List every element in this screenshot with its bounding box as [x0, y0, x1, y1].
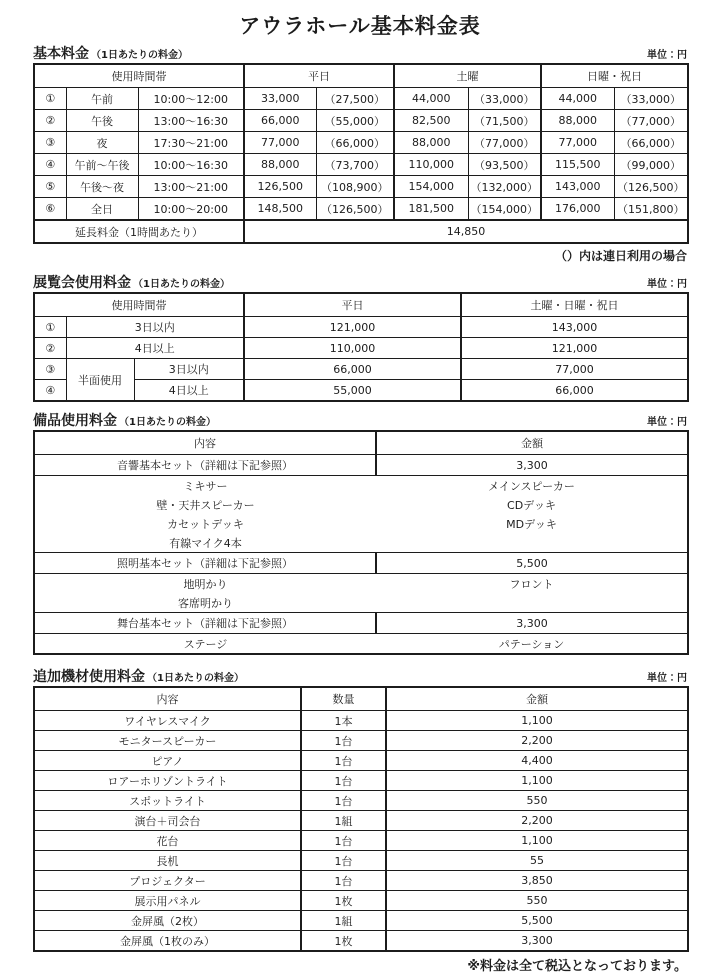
cell-weekday-price: 126,500	[244, 176, 316, 198]
cell-qty: 1組	[301, 911, 386, 931]
table-row	[34, 88, 688, 110]
table-row	[34, 132, 688, 154]
cell-price: 3,300	[386, 931, 688, 952]
table-header-row	[34, 687, 688, 711]
cell-price: 1,100	[386, 771, 688, 791]
equipment-section-note: （1日あたりの料金）	[119, 417, 216, 428]
table-row	[34, 851, 688, 871]
unit-label: 単位：円	[647, 673, 687, 684]
cell-sunday-price: 88,000	[541, 110, 614, 132]
cell-detail-right: フロント	[509, 577, 554, 591]
cell-price: 2,200	[386, 731, 688, 751]
cell-weekday-consecutive: （55,000）	[316, 110, 394, 132]
table-header-row	[34, 293, 688, 317]
cell-item: ワイヤレスマイク	[34, 711, 301, 731]
header-item: 内容	[34, 431, 376, 455]
cell-weekday-price: 33,000	[244, 88, 316, 110]
cell-saturday-consecutive: （77,000）	[468, 132, 541, 154]
cell-sunday-consecutive: （151,800）	[614, 198, 688, 221]
cell-item: 演台＋司会台	[34, 811, 301, 831]
cell-saturday-price: 110,000	[394, 154, 468, 176]
additional-section-header	[33, 670, 687, 685]
equipment-detail-row	[34, 574, 688, 594]
cell-row-no: ④	[34, 154, 66, 176]
table-row	[34, 931, 688, 952]
cell-saturday-price: 44,000	[394, 88, 468, 110]
cell-detail-left: ミキサー	[183, 479, 228, 493]
cell-duration: 3日以内	[134, 359, 244, 380]
table-row	[34, 359, 688, 380]
cell-sunday-price: 115,500	[541, 154, 614, 176]
cell-detail-left: 地明かり	[183, 577, 228, 591]
table-row	[34, 751, 688, 771]
cell-set-label: 照明基本セット（詳細は下記参照）	[34, 553, 376, 574]
table-row	[34, 771, 688, 791]
cell-price: 4,400	[386, 751, 688, 771]
equipment-section-header	[33, 414, 687, 429]
cell-qty: 1台	[301, 851, 386, 871]
basic-section-title: 基本料金	[33, 46, 89, 62]
cell-time: 17:30～21:00	[138, 132, 244, 154]
cell-item: ピアノ	[34, 751, 301, 771]
table-header-row	[34, 64, 688, 88]
cell-weekday-consecutive: （73,700）	[316, 154, 394, 176]
page-title: アウラホール基本料金表	[239, 14, 481, 38]
cell-detail-left: 客席明かり	[178, 596, 233, 610]
cell-weekday-price: 148,500	[244, 198, 316, 221]
cell-item: 金屏風（1枚のみ）	[34, 931, 301, 952]
extension-row	[34, 220, 688, 243]
cell-item: 展示用パネル	[34, 891, 301, 911]
cell-weekday-price: 77,000	[244, 132, 316, 154]
equipment-detail-row	[34, 634, 688, 655]
cell-weekday-price: 88,000	[244, 154, 316, 176]
table-row	[34, 891, 688, 911]
cell-row-no: ①	[34, 88, 66, 110]
tax-included-note: ※料金は全て税込となっております。	[467, 959, 687, 974]
header-weekend-holiday: 土曜・日曜・祝日	[461, 293, 688, 317]
header-sunday-holiday: 日曜・祝日	[541, 64, 688, 88]
cell-qty: 1組	[301, 811, 386, 831]
cell-qty: 1台	[301, 771, 386, 791]
cell-time: 10:00～16:30	[138, 154, 244, 176]
cell-duration: 3日以内	[66, 317, 244, 338]
cell-sunday-consecutive: （66,000）	[614, 132, 688, 154]
cell-weekday-price: 55,000	[244, 380, 461, 402]
cell-sunday-price: 176,000	[541, 198, 614, 221]
cell-slot: 午前～午後	[66, 154, 138, 176]
cell-weekend-price: 143,000	[461, 317, 688, 338]
cell-weekday-consecutive: （66,000）	[316, 132, 394, 154]
cell-price: 1,100	[386, 711, 688, 731]
extension-value: 14,850	[244, 220, 688, 243]
equipment-detail-row	[34, 476, 688, 496]
cell-price: 1,100	[386, 831, 688, 851]
cell-set-price: 3,300	[376, 455, 688, 476]
additional-equipment-table	[33, 686, 689, 952]
cell-row-no: ①	[34, 317, 66, 338]
cell-detail-right: メインスピーカー	[488, 479, 575, 493]
cell-saturday-consecutive: （154,000）	[468, 198, 541, 221]
table-row	[34, 176, 688, 198]
exhibition-section-note: （1日あたりの料金）	[133, 279, 230, 290]
unit-label: 単位：円	[647, 50, 687, 61]
cell-price: 550	[386, 791, 688, 811]
unit-label: 単位：円	[647, 417, 687, 428]
cell-sunday-price: 44,000	[541, 88, 614, 110]
cell-set-price: 5,500	[376, 553, 688, 574]
header-price: 金額	[376, 431, 688, 455]
cell-item: モニタースピーカー	[34, 731, 301, 751]
additional-section-title: 追加機材使用料金	[33, 669, 145, 685]
cell-qty: 1台	[301, 831, 386, 851]
header-time-slot: 使用時間帯	[34, 64, 244, 88]
cell-row-no: ②	[34, 338, 66, 359]
cell-qty: 1台	[301, 871, 386, 891]
table-row	[34, 791, 688, 811]
equipment-fee-table	[33, 430, 689, 655]
equipment-detail-row	[34, 514, 688, 533]
equipment-detail-row	[34, 495, 688, 514]
cell-detail-right: MDデッキ	[506, 517, 557, 531]
cell-set-label: 音響基本セット（詳細は下記参照）	[34, 455, 376, 476]
cell-weekend-price: 121,000	[461, 338, 688, 359]
table-row	[34, 831, 688, 851]
header-weekday: 平日	[244, 293, 461, 317]
cell-saturday-consecutive: （71,500）	[468, 110, 541, 132]
cell-qty: 1枚	[301, 931, 386, 952]
cell-slot: 午前	[66, 88, 138, 110]
cell-price: 55	[386, 851, 688, 871]
cell-set-label: 舞台基本セット（詳細は下記参照）	[34, 613, 376, 634]
table-row	[34, 338, 688, 359]
cell-item: 長机	[34, 851, 301, 871]
table-row	[34, 871, 688, 891]
cell-weekday-price: 121,000	[244, 317, 461, 338]
cell-row-no: ⑥	[34, 198, 66, 221]
header-time-slot: 使用時間帯	[34, 293, 244, 317]
cell-slot: 全日	[66, 198, 138, 221]
header-item: 内容	[34, 687, 301, 711]
cell-time: 10:00～12:00	[138, 88, 244, 110]
equipment-set-row	[34, 553, 688, 574]
cell-saturday-price: 82,500	[394, 110, 468, 132]
table-row	[34, 911, 688, 931]
cell-item: 花台	[34, 831, 301, 851]
cell-item: ロアーホリゾントライト	[34, 771, 301, 791]
equipment-section-title: 備品使用料金	[33, 413, 117, 429]
cell-time: 13:00～21:00	[138, 176, 244, 198]
cell-sunday-consecutive: （126,500）	[614, 176, 688, 198]
cell-saturday-price: 88,000	[394, 132, 468, 154]
cell-sunday-consecutive: （77,000）	[614, 110, 688, 132]
cell-detail-left: カセットデッキ	[167, 517, 244, 531]
cell-detail-right	[376, 593, 688, 613]
cell-price: 5,500	[386, 911, 688, 931]
cell-detail-right	[376, 533, 688, 553]
consecutive-use-note: （）内は連日利用の場合	[554, 249, 687, 263]
equipment-set-row	[34, 613, 688, 634]
table-row	[34, 731, 688, 751]
cell-qty: 1台	[301, 731, 386, 751]
header-price: 金額	[386, 687, 688, 711]
header-saturday: 土曜	[394, 64, 541, 88]
cell-detail-left: ステージ	[183, 637, 228, 651]
cell-slot: 午後	[66, 110, 138, 132]
table-row	[34, 317, 688, 338]
cell-sunday-consecutive: （33,000）	[614, 88, 688, 110]
cell-slot: 午後～夜	[66, 176, 138, 198]
cell-weekday-price: 110,000	[244, 338, 461, 359]
cell-item: 金屏風（2枚）	[34, 911, 301, 931]
cell-detail-left: 有線マイク4本	[169, 536, 242, 550]
exhibition-section-header	[33, 276, 687, 291]
basic-section-header	[33, 47, 687, 62]
cell-detail-left: 壁・天井スピーカー	[156, 498, 255, 512]
exhibition-fee-table	[33, 292, 689, 402]
cell-qty: 1枚	[301, 891, 386, 911]
cell-weekend-price: 77,000	[461, 359, 688, 380]
cell-saturday-price: 181,500	[394, 198, 468, 221]
cell-saturday-price: 154,000	[394, 176, 468, 198]
cell-row-no: ③	[34, 359, 66, 380]
cell-row-no: ④	[34, 380, 66, 402]
exhibition-section-title: 展覧会使用料金	[33, 275, 131, 291]
cell-row-no: ②	[34, 110, 66, 132]
cell-detail-right: パテーション	[498, 637, 565, 651]
basic-fee-table	[33, 63, 689, 244]
cell-price: 3,850	[386, 871, 688, 891]
cell-half-use-group: 半面使用	[66, 359, 134, 402]
unit-label: 単位：円	[647, 279, 687, 290]
basic-section-note: （1日あたりの料金）	[91, 50, 188, 61]
cell-item: スポットライト	[34, 791, 301, 811]
equipment-detail-row	[34, 533, 688, 553]
cell-qty: 1台	[301, 791, 386, 811]
cell-sunday-price: 77,000	[541, 132, 614, 154]
cell-weekday-consecutive: （126,500）	[316, 198, 394, 221]
cell-saturday-consecutive: （132,000）	[468, 176, 541, 198]
cell-saturday-consecutive: （93,500）	[468, 154, 541, 176]
table-row	[34, 110, 688, 132]
equipment-set-row	[34, 455, 688, 476]
table-row	[34, 198, 688, 221]
extension-label: 延長料金（1時間あたり）	[34, 220, 244, 243]
additional-section-note: （1日あたりの料金）	[147, 673, 244, 684]
cell-duration: 4日以上	[66, 338, 244, 359]
cell-duration: 4日以上	[134, 380, 244, 402]
cell-sunday-consecutive: （99,000）	[614, 154, 688, 176]
cell-weekday-consecutive: （27,500）	[316, 88, 394, 110]
table-header-row	[34, 431, 688, 455]
cell-slot: 夜	[66, 132, 138, 154]
table-row	[34, 811, 688, 831]
cell-saturday-consecutive: （33,000）	[468, 88, 541, 110]
cell-sunday-price: 143,000	[541, 176, 614, 198]
cell-set-price: 3,300	[376, 613, 688, 634]
cell-weekday-price: 66,000	[244, 110, 316, 132]
cell-weekday-price: 66,000	[244, 359, 461, 380]
cell-qty: 1台	[301, 751, 386, 771]
cell-time: 10:00～20:00	[138, 198, 244, 221]
cell-qty: 1本	[301, 711, 386, 731]
cell-weekend-price: 66,000	[461, 380, 688, 402]
cell-item: プロジェクター	[34, 871, 301, 891]
table-row	[34, 154, 688, 176]
cell-row-no: ⑤	[34, 176, 66, 198]
cell-detail-right: CDデッキ	[507, 498, 556, 512]
cell-price: 2,200	[386, 811, 688, 831]
cell-time: 13:00～16:30	[138, 110, 244, 132]
cell-weekday-consecutive: （108,900）	[316, 176, 394, 198]
header-weekday: 平日	[244, 64, 394, 88]
table-row	[34, 711, 688, 731]
equipment-detail-row	[34, 593, 688, 613]
cell-price: 550	[386, 891, 688, 911]
cell-row-no: ③	[34, 132, 66, 154]
header-qty: 数量	[301, 687, 386, 711]
